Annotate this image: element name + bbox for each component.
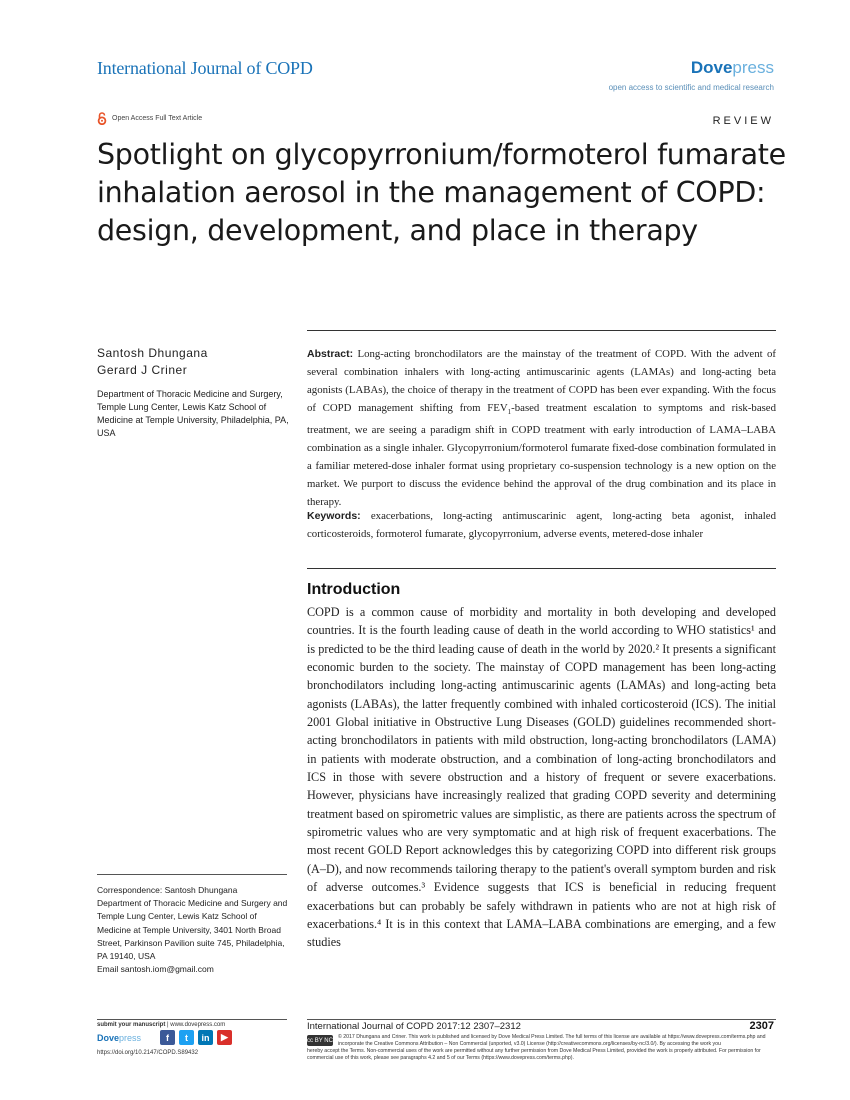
abstract-text: Long-acting bronchodilators are the mainstay of the treatment of COPD. With the advent of several combination inhalers with long-acting antimuscarinic agents (LAMAs) and long-acting beta agonists (LABAs), the choice of therapy in the treatment of COPD has been ever expanding. With the focus of COPD management shifting from FEV (307, 348, 776, 414)
author-name: Gerard J Criner (97, 363, 188, 377)
footer-brand-suffix: press (119, 1033, 142, 1043)
submit-manuscript-link[interactable]: submit your manuscript | www.dovepress.com (97, 1022, 226, 1028)
twitter-icon[interactable]: t (179, 1030, 194, 1045)
journal-name: International Journal of COPD (97, 58, 313, 78)
correspondence-text: Correspondence: Santosh Dhungana Department of Thoracic Medicine and Surgery and Temple Lung Center, Lewis Katz School of Medicine at Temple University, 3401 North Broad Street, Parkinson Pavilion suite 745, Philadelphia, PA 19140, USA Email santosh.iom@gmail.com (97, 885, 288, 975)
youtube-icon[interactable]: ▶ (217, 1030, 232, 1045)
publisher-brand-suffix: press (732, 58, 774, 77)
article-title: Spotlight on glycopyrronium/formoterol fumarate inhalation aerosol in the management of COPD: design, development, and place in therapy (97, 138, 786, 247)
keywords-text: exacerbations, long-acting antimuscarinic agent, long-acting beta agonist, inhaled corticosteroids, formoterol fumarate, glycopyrronium, adverse events, metered-dose inhaler (307, 510, 776, 540)
publisher-brand: Dove (690, 58, 733, 77)
author-name: Santosh Dhungana (97, 346, 208, 360)
article-type: REVIEW (712, 115, 774, 127)
section-heading-introduction: Introduction (307, 581, 401, 598)
divider (307, 568, 776, 569)
footer-brand: Dove (97, 1033, 120, 1043)
author-list (97, 345, 208, 379)
abstract (307, 345, 776, 511)
creative-commons-icon[interactable]: cc BY NC (307, 1035, 333, 1046)
submit-label: submit your manuscript (97, 1022, 166, 1028)
abstract-text-cont: -based treatment escalation to symptoms and risk-based treatment, we are seeing a paradigm shift in COPD treatment with early introduction of LAMA–LABA combination as a single inhaler. Glycopyrronium/formoterol fumarate fixed-dose combination formulated in a familiar metered-dose inhaler format using proprietary co-suspension technology is a new option on the market. We purport to discuss the evidence behind the approval of the drug combination and its place in therapy. (307, 402, 776, 509)
divider (307, 1019, 776, 1020)
facebook-icon[interactable]: f (160, 1030, 175, 1045)
divider (97, 874, 287, 875)
author-affiliation: Department of Thoracic Medicine and Surgery, Temple Lung Center, Lewis Katz School of Medicine at Temple University, Philadelphia, PA, USA (97, 389, 289, 438)
doi-link[interactable]: https://doi.org/10.2147/COPD.S89432 (97, 1050, 199, 1056)
correspondence (97, 884, 292, 976)
open-access-label: Open Access Full Text Article (112, 115, 203, 122)
publisher-tagline: open access to scientific and medical research (608, 83, 774, 92)
publisher-logo[interactable] (691, 58, 774, 78)
divider (307, 330, 776, 331)
abstract-subscript: 1 (507, 408, 512, 417)
license-text-cont: hereby accept the Terms. Non-commercial uses of the work are permitted without any further permission from Dove Medical Press Limited, provided the work is properly attributed. For permission for commercial use of this work, please see paragraphs 4.2 and 5 of our Terms (https://www.dovepress.com/terms.php). (307, 1048, 761, 1062)
open-access-icon (97, 112, 107, 125)
page-number: 2307 (749, 1020, 774, 1032)
license-text: © 2017 Dhungana and Criner. This work is published and licensed by Dove Medical Press Limited. The full terms of this license are available at https://www.dovepress.com/terms.php and incorporate the Creative Commons Attribution – Non Commercial (unported, v3.0) License (http://creativecommons.org/licenses/by-nc/3.0/). By accessing the work you (338, 1034, 766, 1048)
footer-publisher-logo[interactable] (97, 1033, 141, 1043)
citation: International Journal of COPD 2017:12 2307–2312 (307, 1021, 521, 1032)
divider (97, 1019, 287, 1020)
linkedin-icon[interactable]: in (198, 1030, 213, 1045)
open-access-badge (97, 112, 202, 125)
introduction-body: COPD is a common cause of morbidity and mortality in both developing and developed countries. It is the fourth leading cause of death in the world according to WHO statistics¹ and is predicted to be the third leading cause of death in the world by 2020.² It presents a significant economic burden to the society. The mainstay of COPD management has been long-acting bronchodilators including long-acting antimuscarinic agents (LAMAs) and long-acting beta agonists (LABAs), the latter frequently combined with inhaled corticosteroid (ICS). The initial 2001 Global initiative in Obstructive Lung Diseases (GOLD) guidelines recommended short-acting bronchodilators in patients with mild obstruction, long-acting bronchodilators (LAMA) in patients with moderate obstruction, and a combination of long-acting bronchodilators and ICS in those with severe obstruction and a history of frequent or severe exacerbations. However, physicians have increasingly realized that grading COPD severity and determining treatment based on spirometric values are simplistic, as there are patients across the spectrum of spirometric values who are very symptomatic and at high risk of frequent exacerbations. The most recent GOLD Report acknowledges this by categorizing COPD into different risk groups (A–D), and now recommends tailoring therapy to the patient's overall symptom burden and risk of adverse outcomes.³ Evidence suggests that ICS is beneficial in reducing frequent exacerbations but can probably be safely withdrawn in patients who are not at high risk of exacerbations.⁴ It is in this context that LAMA–LABA combinations are emerging, and a few studies (307, 605, 776, 950)
submit-url: www.dovepress.com (170, 1022, 226, 1028)
keywords-label: Keywords: (307, 510, 361, 522)
social-links (160, 1030, 232, 1045)
keywords (307, 507, 776, 543)
abstract-label: Abstract: (307, 348, 354, 360)
